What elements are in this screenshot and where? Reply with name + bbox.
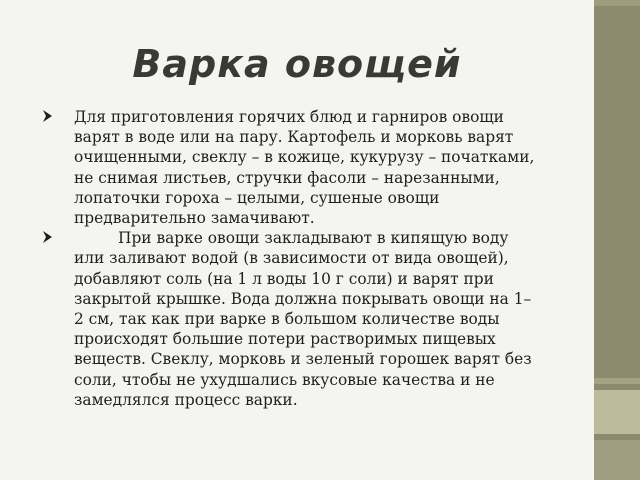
- paragraph-text-2: При варке овощи закладывают в кипящую воду или заливают водой (в зависимости от вида овощей), добавляют соль (на 1 л воды 10 г соли) и варят при закрытой крышке. Вода должна покрывать овощи на 1–2 см, так как при варке в большом количестве воды происходят большие потери растворимых пищевых веществ. Свеклу, морковь и зеленый горошек варят без соли, чтобы не ухудшались вкусовые качества и не замедлялся процесс варки.: [74, 229, 537, 409]
- strip-band: [594, 440, 640, 480]
- decorative-side-strip: [594, 0, 640, 480]
- slide-title: Варка овощей: [132, 42, 462, 86]
- arrow-bullet-icon: [42, 109, 53, 123]
- paragraph-text-1: Для приготовления горячих блюд и гарниров овощи варят в воде или на пару. Картофель и морковь варят очищенными, свеклу – в кожице, кукурузу – початками, не снимая листьев, стручки фасоли – нарезанными, лопаточки гороха – целыми, сушеные овощи предварительно замачивают.: [74, 108, 535, 228]
- strip-band: [594, 378, 640, 384]
- bullet-paragraph-1: [42, 107, 536, 228]
- strip-band: [594, 0, 640, 6]
- arrow-bullet-icon: [42, 230, 53, 244]
- slide-body: [58, 107, 536, 410]
- strip-band: [594, 390, 640, 434]
- bullet-paragraph-2: [42, 228, 536, 410]
